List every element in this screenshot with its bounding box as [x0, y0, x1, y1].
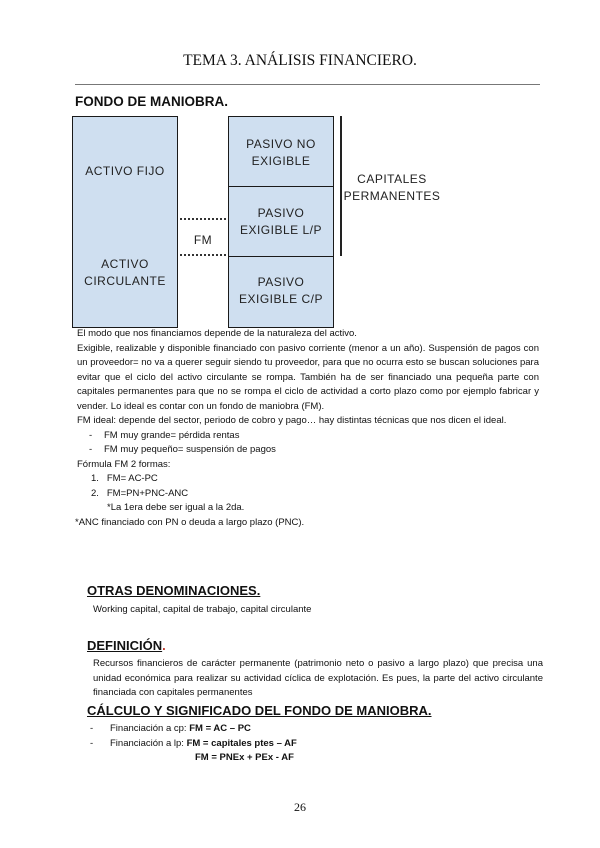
otras-text: Working capital, capital de trabajo, capital circulante	[93, 604, 312, 615]
list-item: 1. FM= AC-PC	[91, 473, 158, 484]
paragraph-exigible: Exigible, realizable y disponible financiado con pasivo corriente (menor a un año). Suspensión de pagos con un proveedor= no va a querer seguir siendo tu proveedor, para que no ocurra esto se buscan soluciones para evitar que el ciclo del activo circulante se rompa. También ha de ser financiado una pequeña parte con capitales permanentes para que no se rompa el ciclo de actividad a corto plazo como por ejemplo fabricar y vender. Lo ideal es contar con un fondo de maniobra (FM).	[77, 342, 539, 412]
fm-bottom-dotted-line	[180, 254, 226, 256]
formula-note: *La 1era debe ser igual a la 2da.	[107, 502, 245, 513]
formula-intro: Fórmula FM 2 formas:	[77, 458, 171, 470]
pasivo-no-exigible-label: PASIVO NO EXIGIBLE	[246, 137, 316, 168]
pasivo-exigible-lp-label: PASIVO EXIGIBLE L/P	[239, 206, 323, 237]
activo-circulante-label: ACTIVO CIRCULANTE	[84, 257, 166, 288]
section-title-otras: OTRAS DENOMINACIONES.	[87, 583, 261, 598]
activo-box	[72, 116, 178, 328]
page-number: 26	[294, 800, 306, 814]
list-item: - FM muy grande= pérdida rentas	[77, 429, 539, 444]
paragraph-fm-ideal: FM ideal: depende del sector, periodo de cobro y pago… hay distintas técnicas que nos dicen el ideal.	[77, 415, 507, 426]
fondo-maniobra-body	[77, 327, 539, 530]
fm-label: FM	[193, 233, 213, 247]
header-divider	[75, 84, 540, 85]
formula-list	[77, 472, 539, 501]
section-title-definicion: DEFINICIÓN.	[87, 638, 166, 653]
fm-bullet-list	[77, 429, 539, 458]
section-title-calculo: CÁLCULO Y SIGNIFICADO DEL FONDO DE MANIOBRA.	[87, 703, 432, 718]
list-item: - Financiación a lp: FM = capitales ptes – AF	[90, 737, 297, 749]
anc-note: *ANC financiado con PN o deuda a largo plazo (PNC).	[75, 516, 305, 528]
calculo-list	[88, 722, 488, 766]
extra-formula: FM = PNEx + PEx - AF	[195, 752, 294, 763]
capitales-permanentes-label: CAPITALES PERMANENTES	[343, 172, 441, 203]
page-header-title: TEMA 3. ANÁLISIS FINANCIERO.	[183, 52, 417, 69]
paragraph-modo: El modo que nos financiamos depende de la naturaleza del activo.	[77, 328, 357, 339]
fm-top-dotted-line	[180, 218, 226, 220]
list-item: 2. FM=PN+PNC-ANC	[91, 487, 189, 499]
list-item: - Financiación a cp: FM = AC – PC	[90, 723, 251, 734]
activo-fijo-label: ACTIVO FIJO	[85, 164, 165, 178]
definicion-text: Recursos financieros de carácter permanente (patrimonio neto o pasivo a largo plazo) que precisa una unidad económica para realizar su actividad cíclica de explotación. Es pues, la parte del activo circulante financiada con capitales permanentes	[93, 658, 543, 698]
pasivo-exigible-cp-label: PASIVO EXIGIBLE C/P	[238, 275, 324, 306]
list-item: - FM muy pequeño= suspensión de pagos	[77, 443, 539, 458]
section-title-fondo-maniobra: FONDO DE MANIOBRA.	[75, 94, 228, 109]
